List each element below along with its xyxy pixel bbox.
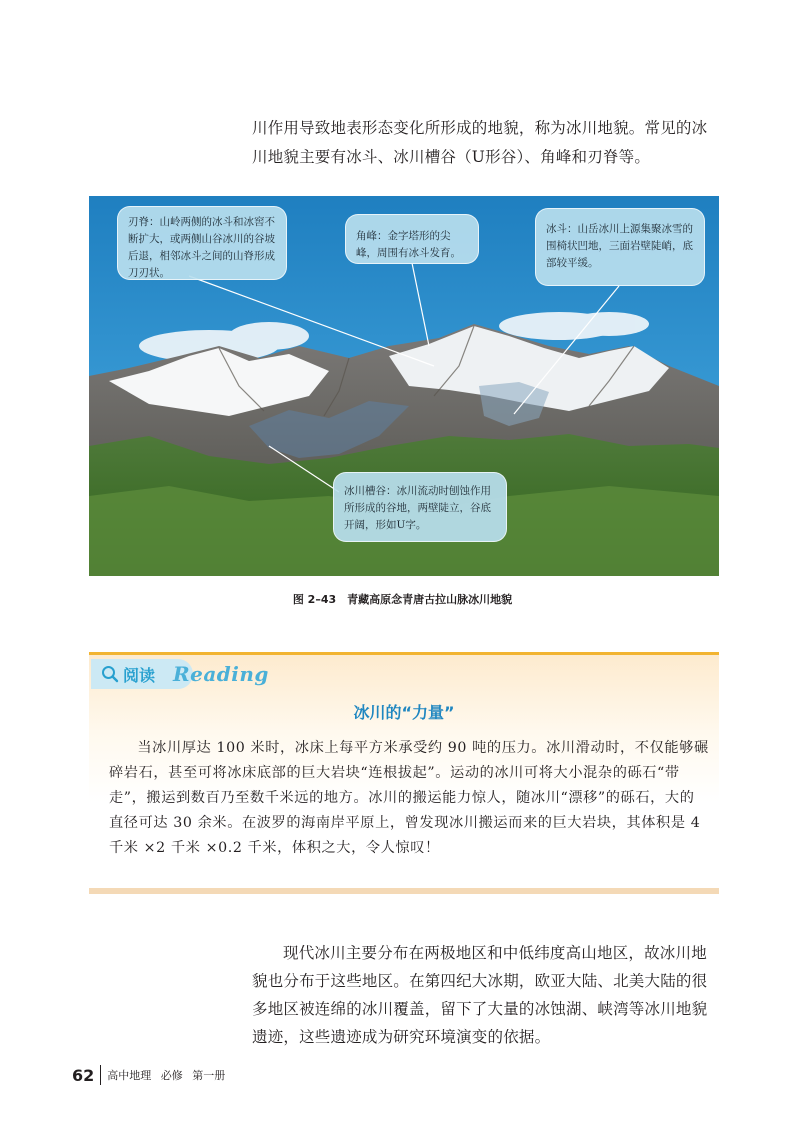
figure-caption: 图 2–43 青藏高原念青唐古拉山脉冰川地貌 — [292, 593, 513, 606]
callout-cao-gu — [333, 472, 507, 542]
intro-line-2: 川地貌主要有冰斗、冰川槽谷（U形谷）、角峰和刃脊等。 — [252, 148, 651, 166]
callout-jiao-feng-text: 角峰：金字塔形的尖峰，周围有冰斗发育。 — [356, 230, 461, 259]
callout-bing-dou — [535, 208, 705, 286]
callout-cao-gu-text: 冰川槽谷：冰川流动时刨蚀作用所形成的谷地，两壁陡立，谷底开阔，形如U字。 — [344, 485, 491, 531]
outro-paragraph: 现代冰川主要分布在两极地区和中低纬度高山地区，故冰川地貌也分布于这些地区。在第四纪大冰期，欧亚大陆、北美大陆的很多地区被连绵的冰川覆盖，留下了大量的冰蚀湖、峡湾等冰川地貌遗迹，这些遗迹成为研究环境演变的依据。 — [252, 944, 708, 1046]
magnifier-icon — [101, 665, 119, 683]
reading-box — [89, 652, 719, 894]
reading-badge-english: Reading — [173, 662, 269, 686]
intro-line-1: 川作用导致地表形态变化所形成的地貌，称为冰川地貌。常见的冰 — [252, 119, 708, 137]
book-title: 高中地理 必修 第一册 — [107, 1069, 226, 1082]
callout-jiao-feng — [345, 214, 479, 264]
reading-bottom-rule — [89, 888, 719, 894]
footer-divider — [100, 1065, 101, 1085]
page-number: 62 — [72, 1065, 95, 1085]
page-footer — [72, 1064, 225, 1086]
reading-title: 冰川的“力量” — [353, 703, 455, 722]
reading-top-rule — [89, 652, 719, 655]
callout-ren-ji — [117, 206, 287, 280]
reading-badge-label: 阅读 — [123, 665, 156, 685]
callout-bing-dou-text: 冰斗：山岳冰川上源集聚冰雪的围椅状凹地，三面岩壁陡峭，底部较平缓。 — [546, 223, 693, 269]
intro-paragraph — [252, 114, 722, 172]
reading-body: 当冰川厚达 100 米时，冰床上每平方米承受约 90 吨的压力。冰川滑动时，不仅能够碾碎岩石，甚至可将冰床底部的巨大岩块“连根拔起”。运动的冰川可将大小混杂的砾石“带走”，搬运到数百乃至数千米远的地方。冰川的搬运能力惊人，随冰川“漂移”的砾石，大的直径可达 30 余米。在波罗的海南岸平原上，曾发现冰川搬运而来的巨大岩块，其体积是 4 千米 ×2 千米 ×0.2 千米，体积之大，令人惊叹！ — [109, 740, 709, 856]
glacier-landform-photo — [89, 196, 719, 576]
callout-ren-ji-text: 刃脊：山岭两侧的冰斗和冰窖不断扩大，或两侧山谷冰川的谷坡后退，相邻冰斗之间的山脊形成刀刃状。 — [128, 216, 275, 279]
